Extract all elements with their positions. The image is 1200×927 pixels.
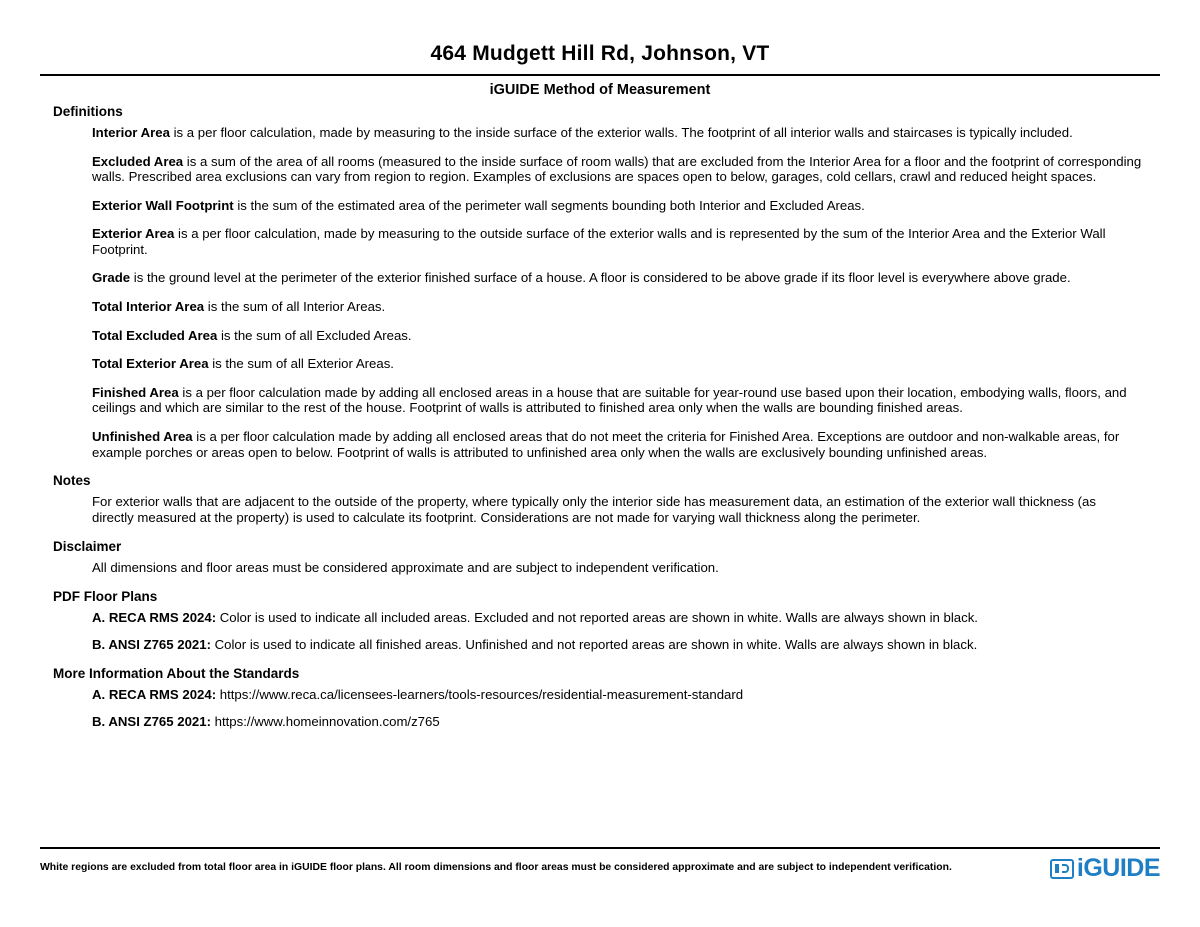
definition-term: Total Exterior Area — [92, 356, 209, 372]
iguide-logo-icon — [1050, 859, 1074, 879]
definition-text: is the ground level at the perimeter of the exterior finished surface of a house. A floor is considered to be above grade if its floor level is everywhere above grade. — [130, 270, 1071, 286]
definition-text: is the sum of all Interior Areas. — [204, 299, 386, 315]
standard-link[interactable]: https://www.reca.ca/licensees-learners/tools-resources/residential-measurement-standard — [216, 687, 744, 703]
disclaimer-text: All dimensions and floor areas must be considered approximate and are subject to independent verification. — [92, 560, 719, 576]
definition-term: Total Excluded Area — [92, 327, 218, 343]
more-information-heading: More Information About the Standards — [53, 666, 300, 682]
standard-label: A. RECA RMS 2024: — [92, 687, 217, 703]
definition-finished-area — [92, 385, 1150, 416]
footer-disclaimer-text: White regions are excluded from total floor area in iGUIDE floor plans. All room dimensions and floor areas must be considered approximate and are subject to independent verification. — [40, 862, 952, 874]
definition-total-exterior-area — [92, 356, 1150, 372]
definition-text: is a per floor calculation made by adding all enclosed areas that do not meet the criteria for Finished Area. Exceptions are outdoor and non-walkable areas, for example porches or areas open to below. Footprint of walls is attributed to unfinished area only when the walls are exclusively bounding unfinished areas. — [92, 428, 1120, 460]
standard-text: Color is used to indicate all included areas. Excluded and not reported areas are shown in white. Walls are always shown in black. — [216, 610, 978, 626]
definition-term: Unfinished Area — [92, 428, 193, 444]
more-info-ansi — [92, 714, 1160, 729]
notes-heading: Notes — [53, 473, 91, 489]
pdf-floor-plans-heading: PDF Floor Plans — [53, 589, 158, 605]
definition-excluded-area — [92, 154, 1150, 185]
definition-exterior-area — [92, 226, 1150, 257]
definition-text: is a per floor calculation, made by measuring to the outside surface of the exterior walls and is represented by the sum of the Interior Area and the Exterior Wall Footprint. — [92, 226, 1106, 257]
definition-term: Interior Area — [92, 125, 170, 140]
standard-label: B. ANSI Z765 2021: — [92, 714, 211, 730]
definition-unfinished-area — [92, 429, 1150, 460]
definition-term: Exterior Wall Footprint — [92, 197, 234, 213]
standard-label: B. ANSI Z765 2021: — [92, 637, 211, 653]
definition-text: is a per floor calculation made by adding all enclosed areas in a house that are suitable for year-round use based upon their location, embodying walls, floors, and ceilings and which are similar to the rest of the house. Footprint of walls is attributed to finished area only when the walls are bounding finished areas. — [92, 384, 1127, 416]
disclaimer-heading: Disclaimer — [53, 539, 122, 555]
page-title: 464 Mudgett Hill Rd, Johnson, VT — [430, 42, 770, 65]
pdf-floor-plan-reca — [92, 610, 1160, 625]
definition-term: Total Interior Area — [92, 299, 205, 315]
definition-text: is the sum of all Exterior Areas. — [208, 356, 394, 372]
iguide-logo — [1050, 854, 1160, 883]
standard-link[interactable]: https://www.homeinnovation.com/z765 — [210, 714, 440, 730]
title-divider — [40, 74, 1160, 76]
definition-term: Excluded Area — [92, 153, 184, 169]
notes-text: For exterior walls that are adjacent to the outside of the property, where typically only the interior side has measurement data, an estimation of the exterior wall thickness (as directly measured at the property) is used to calculate its footprint. Considerations are not made for varying wall thickness along the perimeter. — [92, 494, 1096, 525]
definition-text: is the sum of all Excluded Areas. — [217, 327, 412, 343]
footer-divider — [40, 847, 1160, 849]
method-of-measurement-heading: iGUIDE Method of Measurement — [489, 82, 711, 98]
definition-term: Exterior Area — [92, 226, 175, 242]
more-info-reca — [92, 687, 1160, 702]
standard-text: Color is used to indicate all finished areas. Unfinished and not reported areas are shown in white. Walls are always shown in black. — [210, 637, 978, 653]
definition-grade — [92, 270, 1150, 286]
definition-text: is a sum of the area of all rooms (measured to the inside surface of room walls) that are excluded from the Interior Area for a floor and the footprint of corresponding walls. Prescribed area exclusions can vary from region to region. Examples of exclusions are spaces open to below, garages, cold cellars, crawl and reduced height spaces. — [92, 153, 1142, 185]
definition-interior-area — [92, 125, 1150, 141]
definition-term: Grade — [92, 270, 131, 286]
definition-exterior-wall-footprint — [92, 198, 1150, 214]
iguide-logo-text: iGUIDE — [1076, 854, 1160, 882]
definitions-heading: Definitions — [53, 104, 123, 119]
definition-total-interior-area — [92, 299, 1150, 315]
definition-term: Finished Area — [92, 384, 179, 400]
definition-text: is the sum of the estimated area of the perimeter wall segments bounding both Interior and Excluded Areas. — [233, 197, 865, 213]
standard-label: A. RECA RMS 2024: — [92, 610, 217, 626]
page-footer — [40, 854, 1160, 883]
pdf-floor-plan-ansi — [92, 637, 1160, 652]
definition-total-excluded-area — [92, 328, 1150, 344]
definition-text: is a per floor calculation, made by measuring to the inside surface of the exterior walls. The footprint of all interior walls and staircases is typically included. — [169, 125, 1073, 140]
